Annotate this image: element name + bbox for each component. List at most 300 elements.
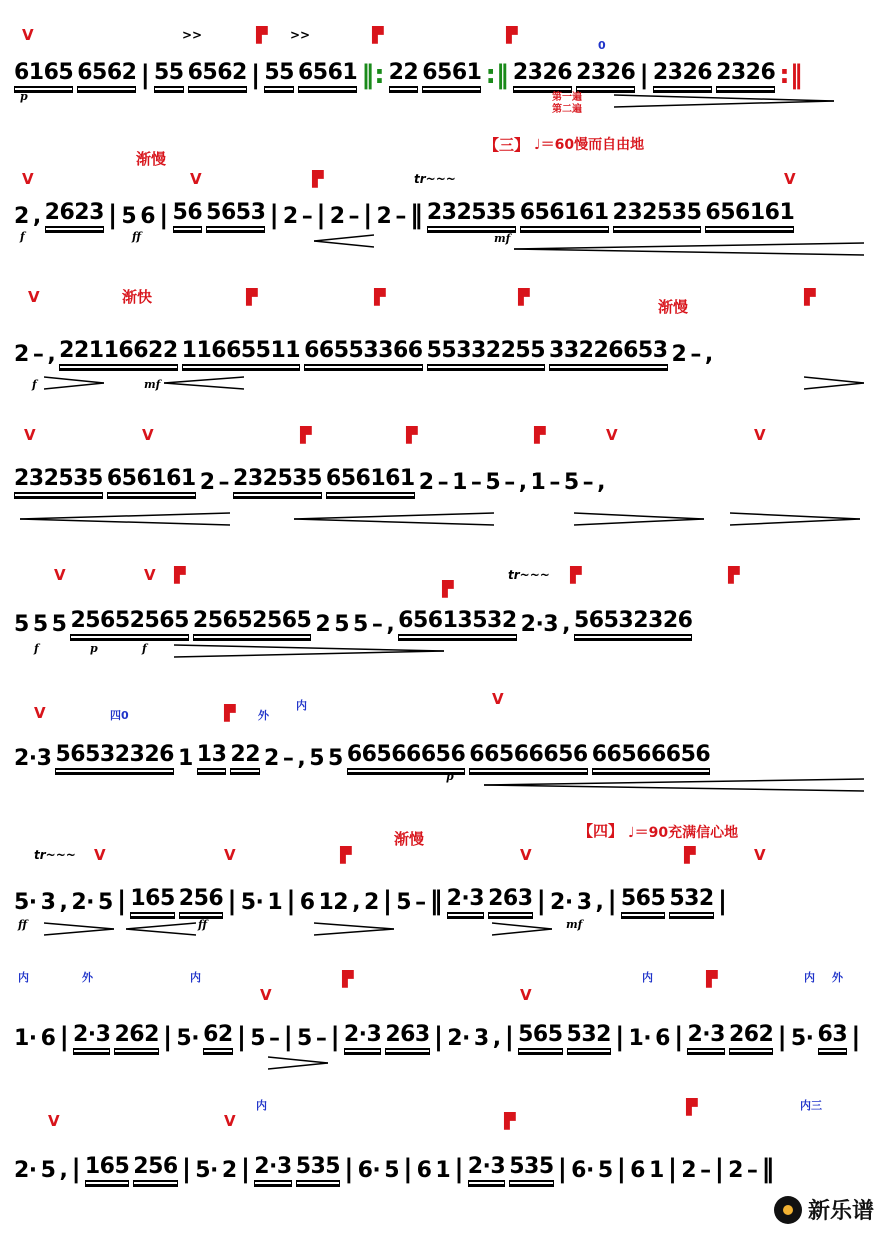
note: 5· xyxy=(790,1026,814,1051)
down-bow-mark: ▛ xyxy=(518,288,530,306)
barline: | xyxy=(616,1154,627,1184)
down-bow-mark: ▛ xyxy=(570,566,582,584)
dash: – xyxy=(315,1026,327,1051)
note: 1 xyxy=(530,470,546,495)
note: 5· xyxy=(195,1158,218,1183)
up-bow-mark: V xyxy=(754,426,766,444)
repeat-end-barline: :‖ xyxy=(779,60,803,90)
breath-mark: , xyxy=(518,470,527,495)
barline: | xyxy=(454,1154,464,1184)
row-6-marks xyxy=(14,690,876,722)
double-barline: ‖ xyxy=(409,200,423,230)
barline: | xyxy=(403,1154,413,1184)
down-bow-mark: ▛ xyxy=(504,1112,516,1130)
barline: | xyxy=(344,1154,354,1184)
row-2-notes xyxy=(14,202,876,228)
note: 5 xyxy=(485,470,501,495)
row-8-marks xyxy=(14,970,876,1004)
row-7-marks xyxy=(14,848,876,866)
barline: | xyxy=(283,1022,294,1052)
dash: – xyxy=(282,746,294,771)
dash: – xyxy=(218,470,230,495)
note: 2 xyxy=(14,204,29,229)
down-bow-mark: ▛ xyxy=(342,970,354,988)
barline: | xyxy=(557,1154,568,1184)
dynamic-mark: p xyxy=(446,770,454,783)
note-group: 263 xyxy=(385,1024,429,1050)
note: 5 xyxy=(334,612,349,637)
diminuendo-wedge xyxy=(174,644,444,658)
note-group: 25652565 xyxy=(70,610,188,636)
barline: | xyxy=(330,1022,340,1052)
note-group: 262 xyxy=(729,1024,773,1050)
up-bow-mark: V xyxy=(520,986,532,1004)
note: 5 xyxy=(297,1026,312,1051)
note-group: 165 xyxy=(130,888,174,914)
volta-labels xyxy=(552,92,582,116)
row-3-marks xyxy=(14,290,876,308)
crescendo-wedge xyxy=(294,512,494,526)
note-group: 262 xyxy=(114,1024,158,1050)
barline: | xyxy=(181,1154,192,1184)
note: 6· xyxy=(357,1158,381,1183)
barline: | xyxy=(159,200,169,230)
crescendo-wedge xyxy=(484,778,864,792)
dash: – xyxy=(32,342,44,367)
barline: | xyxy=(667,1154,678,1184)
up-bow-mark: V xyxy=(144,566,156,584)
note-group: 263 xyxy=(488,888,532,914)
section-label: 【四】 xyxy=(578,822,624,840)
note: 1 xyxy=(435,1158,451,1183)
up-bow-mark: V xyxy=(190,170,202,188)
diminuendo-wedge xyxy=(44,922,114,936)
up-bow-mark: V xyxy=(22,170,34,188)
down-bow-mark: ▛ xyxy=(224,704,236,722)
down-bow-mark: ▛ xyxy=(312,170,324,188)
note: 6· xyxy=(571,1158,594,1183)
note-group: 2326 xyxy=(716,62,775,88)
dash: – xyxy=(269,1026,280,1051)
note-group: 532 xyxy=(669,888,713,914)
dash: – xyxy=(371,612,383,637)
expression-text: 渐慢 xyxy=(658,298,689,316)
down-bow-mark: ▛ xyxy=(534,426,546,444)
fingering-0: 0 xyxy=(598,39,606,52)
note-group: 65613532 xyxy=(398,610,516,636)
score-row-6 xyxy=(14,686,876,836)
barline: | xyxy=(777,1022,787,1052)
repeat-end-barline: :‖ xyxy=(485,60,509,90)
up-bow-mark: V xyxy=(520,846,532,864)
barline: | xyxy=(382,886,393,916)
barline: | xyxy=(59,1022,69,1052)
barline: | xyxy=(269,200,279,230)
up-bow-mark: V xyxy=(28,288,40,306)
note-group: 6165 xyxy=(14,62,73,88)
dynamic-mark: f xyxy=(20,230,25,243)
note-group: 5653 xyxy=(206,202,265,228)
row-5-notes xyxy=(14,610,876,636)
breath-mark: , xyxy=(595,890,604,915)
fingering-label: 外 xyxy=(258,709,269,722)
dash: – xyxy=(348,204,360,229)
note: 2· xyxy=(71,890,95,915)
expression-text: 渐慢 xyxy=(136,150,167,168)
note: 5 xyxy=(597,1158,613,1183)
row-9-marks xyxy=(14,1098,876,1130)
row-5-marks xyxy=(14,566,876,598)
note: 5 xyxy=(328,746,343,771)
note-group: 2623 xyxy=(45,202,104,228)
note-group: 55332255 xyxy=(427,340,545,366)
dynamic-mark: mf xyxy=(494,232,511,245)
note-group: 2·3 xyxy=(687,1024,724,1050)
note-group: 55 xyxy=(264,62,294,88)
note-group: 55 xyxy=(154,62,184,88)
barline: | xyxy=(614,1022,625,1052)
dash: – xyxy=(301,204,313,229)
down-bow-mark: ▛ xyxy=(406,426,418,444)
trill-mark: tr~~~ xyxy=(34,848,76,862)
crescendo-wedge xyxy=(20,512,230,526)
dash: – xyxy=(504,470,515,495)
note: 2 xyxy=(199,470,215,495)
note: 5 xyxy=(250,1026,266,1051)
tempo-marking: ♩＝60慢而自由地 xyxy=(534,137,645,153)
fingering-label: 内 xyxy=(18,971,29,984)
row-3-notes xyxy=(14,340,876,366)
fingering-label: 内 xyxy=(190,971,201,984)
up-bow-mark: V xyxy=(224,1112,236,1130)
note-group: 6562 xyxy=(188,62,247,88)
breath-mark: , xyxy=(47,342,56,367)
barline: | xyxy=(140,60,150,90)
note: 2·3 xyxy=(14,746,52,771)
note: 2· xyxy=(447,1026,470,1051)
note: 2 xyxy=(14,342,29,367)
note: 12 xyxy=(318,890,349,915)
fingering-label: 外 xyxy=(82,971,93,984)
up-bow-mark: V xyxy=(94,846,106,864)
dynamic-mark: ff xyxy=(132,230,142,243)
down-bow-mark: ▛ xyxy=(684,846,696,864)
note-group: 2·3 xyxy=(447,888,484,914)
barline: | xyxy=(433,1022,444,1052)
note: 2 xyxy=(329,204,345,229)
row-9-notes xyxy=(14,1156,876,1182)
section-label: 【三】 xyxy=(484,136,530,154)
crescendo-wedge xyxy=(164,376,244,390)
breath-mark: , xyxy=(562,612,570,637)
expression-text: 渐快 xyxy=(122,288,153,306)
diminuendo-wedge xyxy=(492,922,552,936)
dynamic-mark: f xyxy=(34,642,39,655)
note-group: 232535 xyxy=(427,202,516,228)
barline: | xyxy=(71,1154,81,1184)
crescendo-wedge xyxy=(514,242,864,256)
note: 5 xyxy=(98,890,113,915)
fingering-label: 内 xyxy=(804,971,815,984)
note-group: 232535 xyxy=(233,468,322,494)
note-group: 2326 xyxy=(576,62,635,88)
barline: | xyxy=(162,1022,173,1052)
note-group: 2·3 xyxy=(73,1024,110,1050)
note-group: 56532326 xyxy=(55,744,173,770)
up-bow-mark: V xyxy=(142,426,154,444)
note-group: 2·3 xyxy=(344,1024,381,1050)
note-group: 2326 xyxy=(653,62,712,88)
note: 5· xyxy=(14,890,37,915)
score-row-4 xyxy=(14,420,876,570)
note: 2 xyxy=(671,342,687,367)
breath-mark: , xyxy=(59,890,68,915)
dash: – xyxy=(746,1158,758,1183)
fingering-label: 四0 xyxy=(110,709,129,722)
note-group: 66566656 xyxy=(592,744,710,770)
volta-first: 第一遍 xyxy=(552,92,582,103)
down-bow-mark: ▛ xyxy=(300,426,312,444)
row-2-marks xyxy=(14,172,876,190)
barline: | xyxy=(116,886,127,916)
note-group: 2·3 xyxy=(254,1156,291,1182)
up-bow-mark: V xyxy=(606,426,618,444)
down-bow-mark: ▛ xyxy=(256,26,268,44)
down-bow-mark: ▛ xyxy=(374,288,386,306)
note: 5 xyxy=(51,612,67,637)
fingering-label: 内 xyxy=(256,1099,267,1112)
barline: | xyxy=(536,886,547,916)
dynamic-mark: f xyxy=(142,642,147,655)
breath-mark: , xyxy=(59,1158,68,1183)
breath-mark: , xyxy=(32,204,41,229)
down-bow-mark: ▛ xyxy=(728,566,740,584)
note-group: 6561 xyxy=(298,62,357,88)
down-bow-mark: ▛ xyxy=(340,846,352,864)
diminuendo-wedge xyxy=(730,512,860,526)
note-group: 535 xyxy=(296,1156,340,1182)
up-bow-mark: V xyxy=(34,704,46,722)
volta-second: 第二遍 xyxy=(552,104,582,115)
double-barline: ‖ xyxy=(429,886,443,916)
score-row-2 xyxy=(14,132,876,282)
note: 5 xyxy=(14,612,29,637)
diminuendo-wedge xyxy=(268,1056,328,1070)
breath-mark: , xyxy=(704,342,713,367)
vinyl-disc-icon xyxy=(774,1196,802,1224)
note: 6 xyxy=(40,1026,56,1051)
fingering-label: 外 xyxy=(832,971,843,984)
breath-mark: , xyxy=(492,1026,501,1051)
note: 6 xyxy=(630,1158,645,1183)
barline: | xyxy=(236,1022,247,1052)
note-group: 232535 xyxy=(613,202,702,228)
barline: | xyxy=(250,60,261,90)
dash: – xyxy=(415,890,426,915)
note-group: 535 xyxy=(509,1156,553,1182)
note-group: 656161 xyxy=(326,468,415,494)
down-bow-mark: ▛ xyxy=(706,970,718,988)
dash: – xyxy=(437,470,449,495)
trill-mark: tr~~~ xyxy=(508,568,550,582)
note-group: 6562 xyxy=(77,62,136,88)
note-group: 63 xyxy=(818,1024,848,1050)
diminuendo-wedge xyxy=(314,922,394,936)
note-group: 66553366 xyxy=(304,340,422,366)
barline: | xyxy=(363,200,373,230)
note-group: 33226653 xyxy=(549,340,667,366)
up-bow-mark: V xyxy=(784,170,796,188)
barline: | xyxy=(316,200,326,230)
up-bow-mark: V xyxy=(24,426,36,444)
note-group: 22116622 xyxy=(59,340,177,366)
note: 2 xyxy=(681,1158,697,1183)
note: 5 xyxy=(396,890,412,915)
dynamic-mark: mf xyxy=(566,918,583,931)
note: 6 xyxy=(416,1158,432,1183)
note-group: 656161 xyxy=(705,202,794,228)
score-row-9 xyxy=(14,1090,876,1240)
fingering-label: 内 xyxy=(642,971,653,984)
note: 1 xyxy=(648,1158,664,1183)
note: 3 xyxy=(576,890,592,915)
fingering-label: 内 xyxy=(296,699,307,712)
note: 3 xyxy=(473,1026,489,1051)
down-bow-mark: ▛ xyxy=(506,26,518,44)
note: 2 xyxy=(363,890,379,915)
barline: | xyxy=(714,1154,725,1184)
barline: | xyxy=(107,200,118,230)
note: 5 xyxy=(384,1158,400,1183)
dynamic-mark: p xyxy=(20,90,28,103)
site-logo[interactable] xyxy=(774,1194,874,1225)
note-group: 656161 xyxy=(107,468,196,494)
up-bow-mark: V xyxy=(54,566,66,584)
barline: | xyxy=(639,60,649,90)
row-7-notes xyxy=(14,888,876,914)
breath-mark: , xyxy=(597,470,606,495)
barline: | xyxy=(607,886,617,916)
barline: | xyxy=(240,1154,251,1184)
crescendo-wedge xyxy=(314,234,374,248)
trill-mark: tr~~~ xyxy=(414,172,456,186)
diminuendo-wedge xyxy=(804,376,864,390)
note: 2 xyxy=(418,470,434,495)
note: 5 xyxy=(40,1158,56,1183)
row-1-marks xyxy=(14,26,876,52)
note-group: 6561 xyxy=(422,62,481,88)
row-6-notes xyxy=(14,744,876,770)
barline: | xyxy=(673,1022,684,1052)
barline: | xyxy=(504,1022,515,1052)
note-group: 256 xyxy=(133,1156,177,1182)
repeat-start-barline: ‖: xyxy=(361,60,385,90)
dash: – xyxy=(700,1158,711,1183)
up-bow-mark: V xyxy=(754,846,766,864)
down-bow-mark: ▛ xyxy=(804,288,816,306)
note-group: 165 xyxy=(85,1156,129,1182)
breath-mark: , xyxy=(352,890,360,915)
note: 1· xyxy=(628,1026,652,1051)
barline: | xyxy=(227,886,237,916)
note: 6 xyxy=(299,890,315,915)
note-group: 56532326 xyxy=(574,610,692,636)
accent-mark: >> xyxy=(290,28,311,42)
down-bow-mark: ▛ xyxy=(174,566,186,584)
note-group: 66566656 xyxy=(469,744,587,770)
note: 5 xyxy=(563,470,579,495)
note-group: 66566656 xyxy=(347,744,465,770)
note: 5· xyxy=(176,1026,200,1051)
note: 1 xyxy=(452,470,467,495)
note: 5 xyxy=(32,612,48,637)
up-bow-mark: V xyxy=(22,26,34,44)
down-bow-mark: ▛ xyxy=(246,288,258,306)
diminuendo-wedge xyxy=(44,376,104,390)
note: 6 xyxy=(140,204,156,229)
expression-text: 渐慢 xyxy=(394,830,425,848)
note: 5 xyxy=(309,746,324,771)
dynamic-mark: ff xyxy=(198,918,208,931)
note-group: 256 xyxy=(179,888,223,914)
note-group: 532 xyxy=(567,1024,611,1050)
note-group: 656161 xyxy=(520,202,609,228)
dash: – xyxy=(549,470,560,495)
diminuendo-wedge xyxy=(574,512,704,526)
note-group: 565 xyxy=(518,1024,562,1050)
note-group: 22 xyxy=(230,744,260,770)
score-row-7 xyxy=(14,818,876,968)
note: 5· xyxy=(240,890,264,915)
diminuendo-wedge xyxy=(614,94,834,108)
note: 2· xyxy=(14,1158,37,1183)
dash: – xyxy=(582,470,594,495)
dash: – xyxy=(690,342,701,367)
note: 2 xyxy=(315,612,331,637)
up-bow-mark: V xyxy=(48,1112,60,1130)
dynamic-mark: ff xyxy=(18,918,28,931)
dynamic-mark: f xyxy=(32,378,37,391)
note: 2 xyxy=(282,204,298,229)
note: 5 xyxy=(353,612,368,637)
dynamic-mark: mf xyxy=(144,378,161,391)
score-row-3 xyxy=(14,282,876,432)
row-4-marks xyxy=(14,428,876,446)
up-bow-mark: V xyxy=(260,986,272,1004)
note: 6 xyxy=(655,1026,670,1051)
note-group: 56 xyxy=(173,202,203,228)
note: 2·3 xyxy=(520,612,559,637)
note-group: 2·3 xyxy=(468,1156,505,1182)
down-bow-mark: ▛ xyxy=(372,26,384,44)
breath-mark: , xyxy=(386,612,395,637)
note: 2 xyxy=(221,1158,237,1183)
down-bow-mark: ▛ xyxy=(686,1098,698,1116)
note: 2· xyxy=(550,890,573,915)
note-group: 22 xyxy=(389,62,419,88)
note: 5 xyxy=(121,204,137,229)
note: 2 xyxy=(728,1158,743,1183)
note: 1 xyxy=(177,746,193,771)
note: 2 xyxy=(376,204,392,229)
note-group: 13 xyxy=(197,744,227,770)
fingering-label: 内三 xyxy=(800,1099,822,1112)
dash: – xyxy=(395,204,406,229)
breath-mark: , xyxy=(297,746,306,771)
accent-mark: >> xyxy=(182,28,203,42)
note: 1· xyxy=(14,1026,37,1051)
up-bow-mark: V xyxy=(492,690,504,708)
